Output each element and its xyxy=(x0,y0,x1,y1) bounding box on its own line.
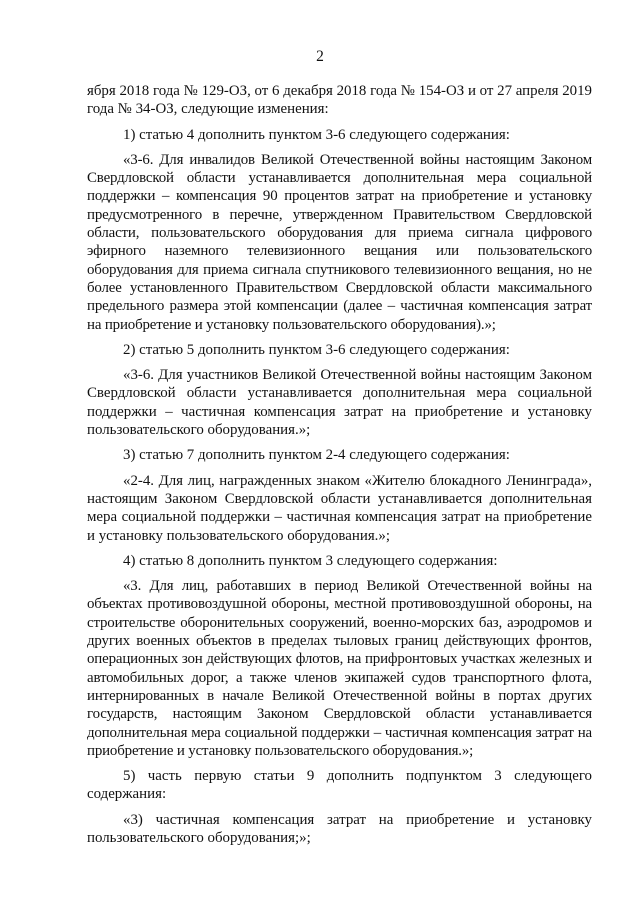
amendment-item-5: 5) часть первую статьи 9 дополнить подпунктом 3 следующего содержания: xyxy=(87,768,592,803)
amendment-item-4: 4) статью 8 дополнить пунктом 3 следующего содержания: xyxy=(123,552,498,569)
paragraph-continuation: ября 2018 года № 129-ОЗ, от 6 декабря 2018 года № 154-ОЗ и от 27 апреля 2019 года № 34-ОЗ, следующие изменения: xyxy=(87,83,592,118)
amendment-item-3: 3) статью 7 дополнить пунктом 2-4 следующего содержания: xyxy=(123,447,510,464)
document-body xyxy=(87,82,592,854)
amendment-text-article-8: «3. Для лиц, работавших в период Великой Отечественной войны на объектах противовоздушной обороны, местной противовоздушной обороны, на строительстве оборонительных сооружений, военно-морских баз, аэродромов и других военных объектов в пределах тыловых границ действующих фронтов, операционных зон действующих флотов, на прифронтовых участках железных и автомобильных дорог, а также членов экипажей судов транспортного флота, интернированных в начале Великой Отечественной войны в портах других государств, настоящим Законом Свердловской области устанавливается дополнительная мера социальной поддержки – частичная компенсация затрат на приобретение и установку пользовательского оборудования.»; xyxy=(87,578,592,759)
amendment-text-article-5: «3-6. Для участников Великой Отечественной войны настоящим Законом Свердловской области устанавливается дополнительная мера социальной поддержки – частичная компенсация затрат на приобретение и установку пользовательского оборудования.»; xyxy=(87,367,592,439)
amendment-text-article-9: «3) частичная компенсация затрат на приобретение и установку пользовательского оборудования;»; xyxy=(87,811,592,846)
amendment-text-article-7: «2-4. Для лиц, награжденных знаком «Жителю блокадного Ленинграда», настоящим Законом Свердловской области устанавливается дополнительная мера социальной поддержки – частичная компенсация затрат на приобретение и установку пользовательского оборудования.»; xyxy=(87,472,592,544)
amendment-item-1: 1) статью 4 дополнить пунктом 3-6 следующего содержания: xyxy=(123,126,510,143)
page-number: 2 xyxy=(316,48,324,65)
amendment-item-2: 2) статью 5 дополнить пунктом 3-6 следующего содержания: xyxy=(123,341,510,358)
amendment-text-article-4: «3-6. Для инвалидов Великой Отечественной войны настоящим Законом Свердловской области устанавливается дополнительная мера социальной поддержки – компенсация 90 процентов затрат на приобретение и установку предусмотренного в перечне, утвержденном Правительством Свердловской области, пользовательского оборудования для приема сигнала цифрового эфирного наземного телевизионного вещания или пользовательского оборудования для приема сигнала спутникового телевизионного вещания, но не более установленного Правительством Свердловской области максимального предельного размера этой компенсации (далее – частичная компенсация затрат на приобретение и установку пользовательского оборудования).»; xyxy=(87,151,592,333)
